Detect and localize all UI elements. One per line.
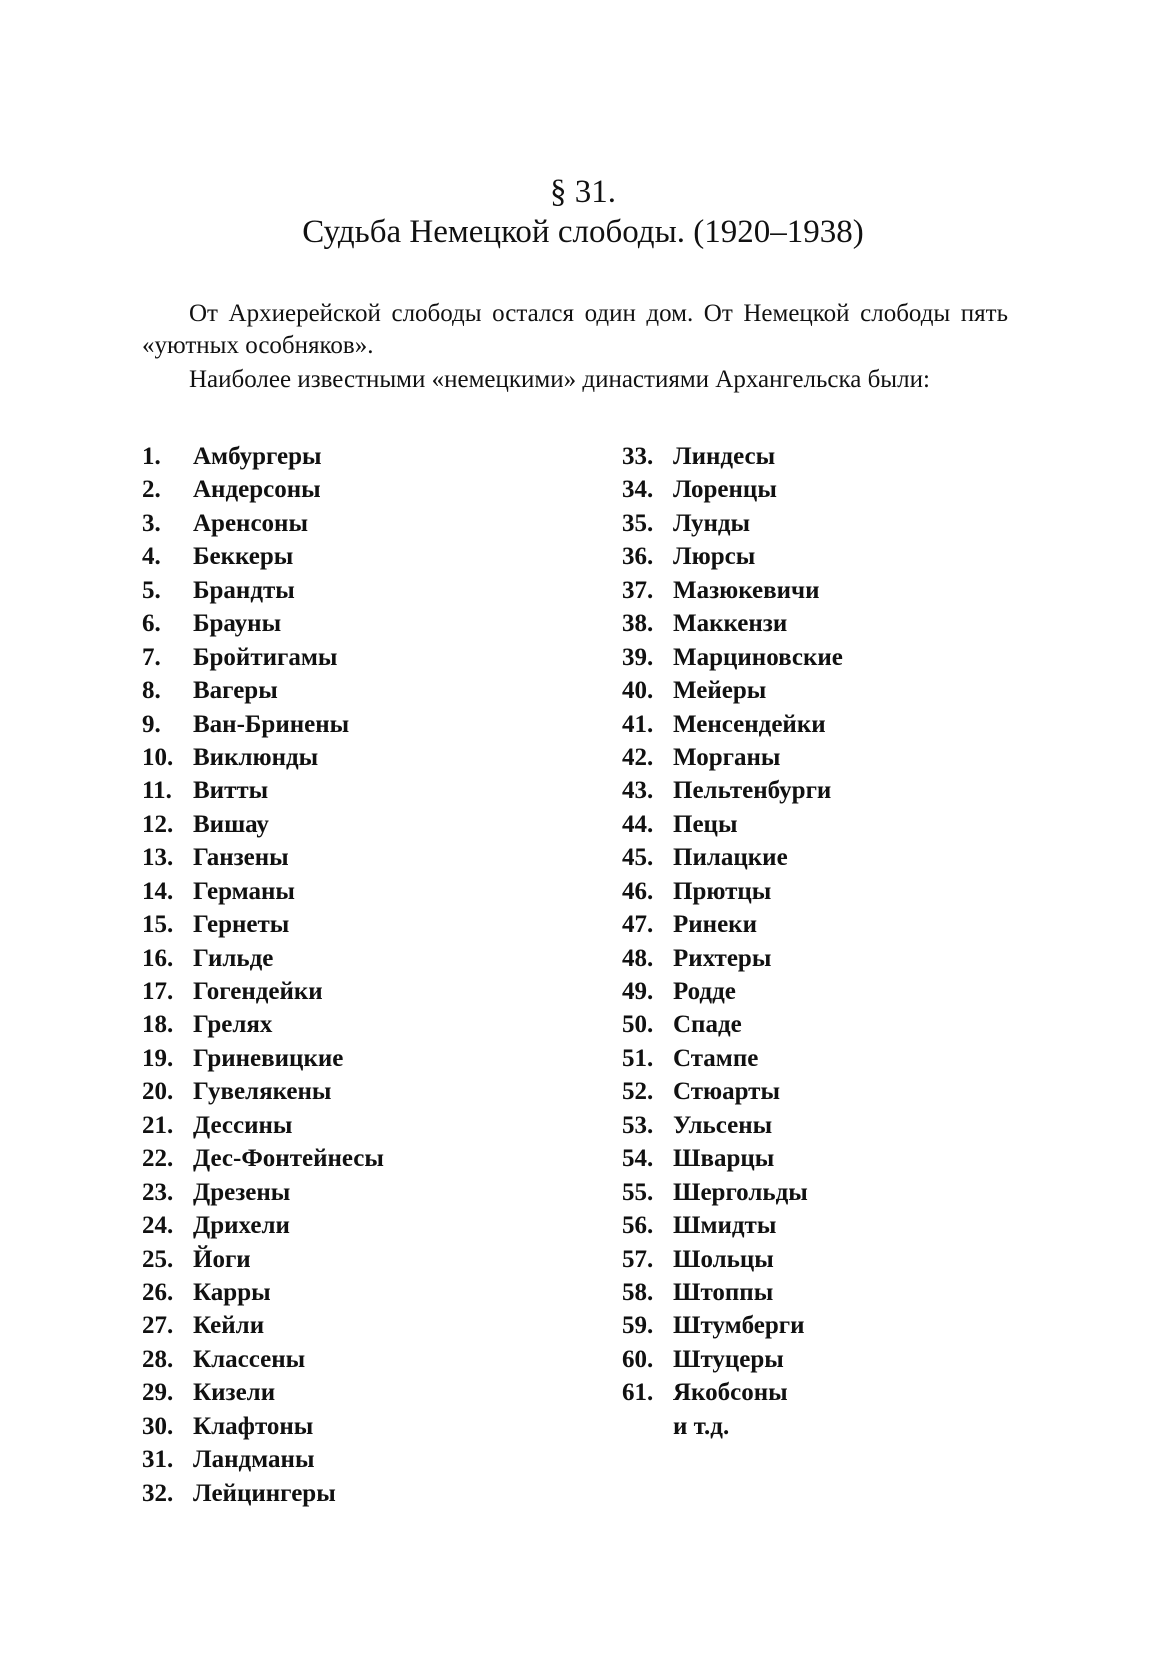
list-item [142,1343,384,1376]
list-item [622,841,843,874]
list-item [622,674,843,707]
list-item [142,1209,384,1242]
item-number: 6. [142,610,161,638]
item-number: 32. [142,1479,174,1507]
item-number: 35. [622,509,654,537]
item-name: Ван-Бринены [193,710,350,738]
item-name: Якобсоны [673,1379,788,1407]
item-name: Штумберги [673,1312,805,1340]
item-number: 9. [142,710,161,738]
item-number: 34. [622,476,654,504]
list-item [142,841,384,874]
item-number: 15. [142,911,174,939]
item-name: Клафтоны [193,1412,314,1440]
list-item [622,1309,843,1342]
list-item [142,1109,384,1142]
item-name: Германы [193,877,295,905]
item-number: 8. [142,677,161,705]
list-item [622,1075,843,1108]
item-name: Мазюкевичи [673,576,820,604]
item-name: Кизели [193,1379,276,1407]
item-name: Гриневицкие [193,1044,344,1072]
list-item [142,1176,384,1209]
item-number: 59. [622,1312,654,1340]
item-name: Штуцеры [673,1345,784,1373]
item-number: 60. [622,1345,654,1373]
item-number: 43. [622,777,654,805]
item-name: Гогендейки [193,978,323,1005]
item-name: Дрезены [193,1178,291,1206]
item-name: Дрихели [193,1212,290,1240]
item-name: Штоппы [673,1278,774,1306]
list-item [622,1343,843,1376]
item-number: 45. [622,844,654,872]
item-number: 21. [142,1111,174,1139]
list-item [142,641,384,674]
list-item [142,1243,384,1276]
item-number: 7. [142,643,161,671]
item-name: Дес-Фонтейнесы [193,1145,384,1173]
item-name: Пельтенбурги [673,777,832,805]
item-number: 18. [142,1011,174,1039]
list-item [622,875,843,908]
item-name: Мейеры [673,677,767,705]
list-item [622,774,843,807]
item-name: Классены [193,1345,306,1373]
list-item [142,1276,384,1309]
item-number: 25. [142,1245,174,1273]
item-name: Морганы [673,743,781,771]
list-item [142,908,384,941]
item-number: 47. [622,911,654,939]
list-item [142,741,384,774]
item-number: 14. [142,877,174,905]
item-number: 30. [142,1412,174,1440]
item-number: 40. [622,677,654,705]
item-number: 19. [142,1044,174,1072]
list-item [142,1376,384,1409]
item-number: 31. [142,1446,174,1474]
item-name: Прютцы [673,877,772,905]
item-number: 48. [622,944,654,972]
item-number: 27. [142,1312,174,1340]
list-item [622,607,843,640]
item-number: 10. [142,743,174,771]
item-number: 46. [622,877,654,905]
dynasty-list-left [142,440,384,1510]
item-name: Родде [673,978,736,1005]
item-number: 5. [142,576,161,604]
list-item [622,641,843,674]
item-name: Вагеры [193,677,278,705]
item-number: 2. [142,476,161,504]
item-name: Кейли [193,1312,265,1340]
item-number: 3. [142,509,161,537]
item-number: 20. [142,1078,174,1106]
dynasty-list-right [622,440,843,1443]
item-number: 38. [622,610,654,638]
item-number: 39. [622,643,654,671]
item-name: Лунды [673,509,751,537]
item-name: Менсендейки [673,710,826,738]
intro-paragraph: Наиболее известными «немецкими» династиями Архангельска были: [189,366,930,393]
item-number: 16. [142,944,174,972]
item-name: Люрсы [673,543,756,571]
item-number: 22. [142,1145,174,1173]
item-name: Амбургеры [193,443,322,470]
item-number: 42. [622,743,654,771]
list-item [622,540,843,573]
list-item [622,1276,843,1309]
item-name: Рихтеры [673,944,772,972]
item-number: 17. [142,978,174,1005]
item-name: Гильде [193,944,274,972]
item-name: Вишау [193,810,269,838]
item-name: Шергольды [673,1178,808,1206]
item-number: 33. [622,443,654,470]
list-item [142,1443,384,1476]
item-name: Шольцы [673,1245,774,1273]
list-item [622,808,843,841]
list-item [622,574,843,607]
list-item [622,1142,843,1175]
item-name: Пецы [673,810,738,838]
item-number: 51. [622,1044,654,1072]
list-item [142,1075,384,1108]
list-item [622,1209,843,1242]
item-number: 24. [142,1212,174,1240]
item-number: 36. [622,543,654,571]
item-name: Андерсоны [193,476,321,504]
list-item [622,507,843,540]
item-number: 53. [622,1111,654,1139]
list-item [622,1042,843,1075]
item-name: Грелях [193,1011,273,1039]
list-item [142,942,384,975]
list-item [622,1376,843,1409]
item-name: Аренсоны [193,509,308,537]
list-item [142,440,384,473]
item-name: Дессины [193,1111,293,1139]
list-item [622,975,843,1008]
item-number: 1. [142,443,161,470]
list-item [142,875,384,908]
list-item [142,774,384,807]
item-number: 37. [622,576,654,604]
list-item [142,1477,384,1510]
list-item [142,1410,384,1443]
item-number: 12. [142,810,174,838]
item-name: Спаде [673,1011,742,1039]
item-name: Марциновские [673,643,843,671]
item-number: 28. [142,1345,174,1373]
item-number: 26. [142,1278,174,1306]
item-number: 44. [622,810,654,838]
item-name: Маккензи [673,610,788,638]
item-name: Карры [193,1278,271,1306]
item-number: 52. [622,1078,654,1106]
item-name: Ринеки [673,911,757,939]
item-name: Стампе [673,1044,759,1072]
item-number: 57. [622,1245,654,1273]
item-name: Стюарты [673,1078,780,1106]
list-item [622,942,843,975]
item-number: 23. [142,1178,174,1206]
item-name: Бройтигамы [193,643,338,671]
list-item [622,440,843,473]
item-name: Виклюнды [193,743,319,771]
list-item [142,574,384,607]
intro-text [142,298,1008,398]
item-name: Шмидты [673,1212,777,1240]
item-name: Пилацкие [673,844,788,872]
item-number: 58. [622,1278,654,1306]
item-number: 55. [622,1178,654,1206]
item-number: 61. [622,1379,654,1407]
list-item [622,1176,843,1209]
item-number: 49. [622,978,654,1005]
list-item [142,1042,384,1075]
list-item [622,1109,843,1142]
item-number: 4. [142,543,161,571]
item-name: Линдесы [673,443,776,470]
item-name: Ганзены [193,844,289,872]
section-title: Судьба Немецкой слободы. (1920–1938) [302,214,864,250]
item-name: Витты [193,777,269,805]
list-item [142,1309,384,1342]
item-number: 54. [622,1145,654,1173]
list-item [622,908,843,941]
list-item [142,507,384,540]
list-item [142,1008,384,1041]
list-tail: и т.д. [673,1412,730,1440]
list-item [142,473,384,506]
item-number: 11. [142,777,172,805]
item-name: Йоги [193,1245,251,1273]
list-item [142,540,384,573]
item-number: 41. [622,710,654,738]
list-item [622,473,843,506]
item-name: Брауны [193,610,282,638]
section-number: § 31. [550,174,616,210]
list-item [142,708,384,741]
list-item [142,975,384,1008]
list-item [142,674,384,707]
item-name: Шварцы [673,1145,775,1173]
item-number: 56. [622,1212,654,1240]
item-name: Ульсены [673,1111,773,1139]
item-name: Беккеры [193,543,294,571]
item-name: Лоренцы [673,476,777,504]
list-item [622,741,843,774]
list-item [622,1008,843,1041]
intro-paragraph: От Архиерейской слободы остался один дом. От Немецкой слободы пять «уютных особняков». [142,300,1008,359]
item-name: Ландманы [193,1446,315,1474]
item-name: Лейцингеры [193,1479,336,1507]
list-item [142,607,384,640]
item-name: Гувелякены [193,1078,332,1106]
list-item [622,1243,843,1276]
list-item [142,1142,384,1175]
list-item [622,708,843,741]
item-name: Гернеты [193,911,290,939]
item-number: 29. [142,1379,174,1407]
item-number: 50. [622,1011,654,1039]
item-name: Брандты [193,576,295,604]
list-item [142,808,384,841]
item-number: 13. [142,844,174,872]
